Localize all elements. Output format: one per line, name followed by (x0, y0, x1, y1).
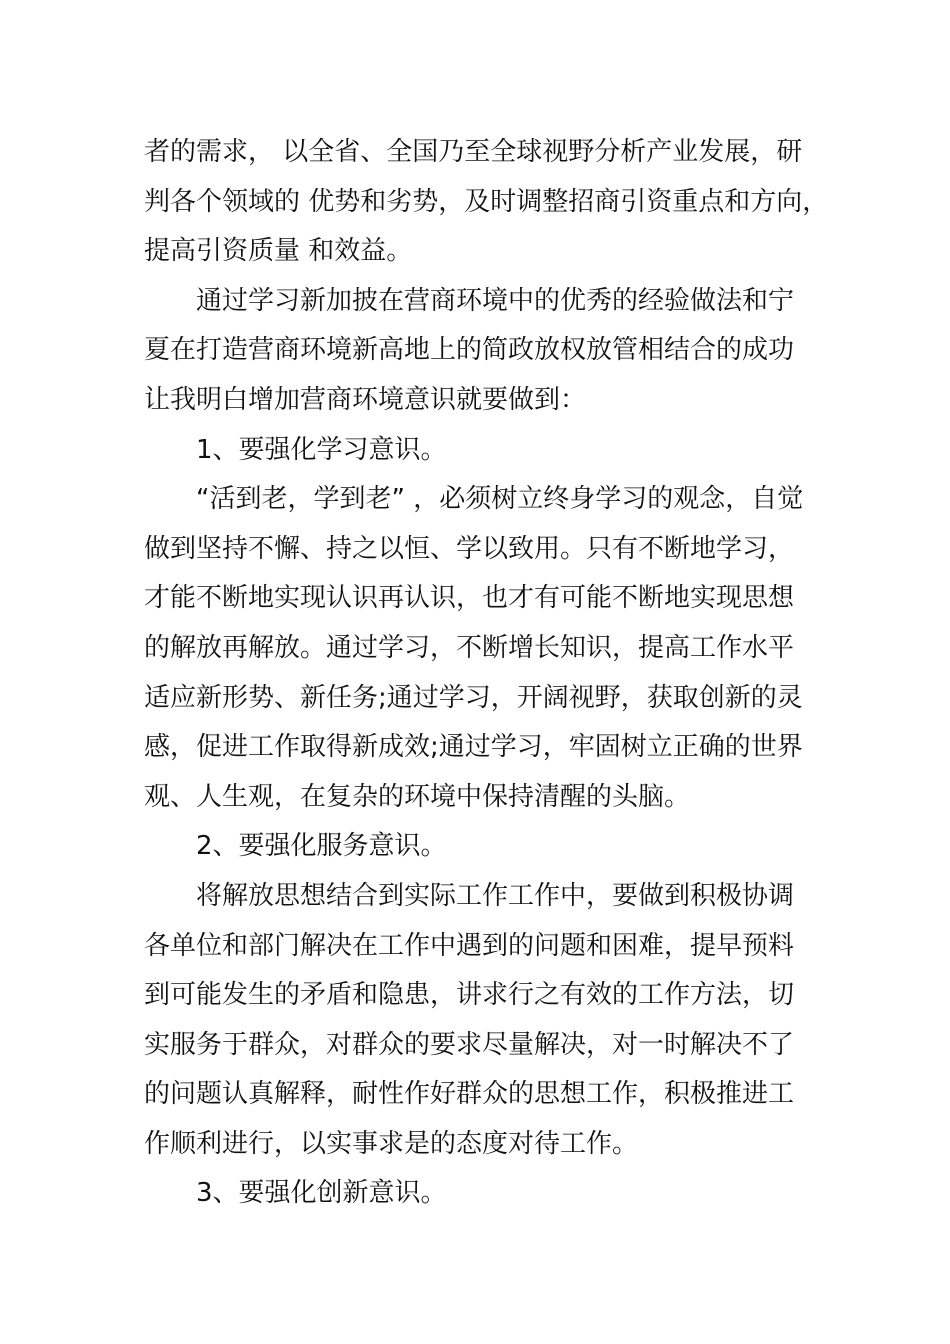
text-line-10: 才能不断地实现认识再认识，也才有可能不断地实现思想 (144, 583, 795, 614)
text-line-21: 作顺利进行，以实事求是的态度对待工作。 (144, 1128, 639, 1159)
section-heading-1: 1、要强化学习意识。 (196, 434, 447, 465)
text-line-19: 实服务于群众，对群众的要求尽量解决，对一时解决不了 (144, 1029, 795, 1060)
text-line-3: 提高引资质量 和效益。 (144, 236, 413, 267)
text-line-14: 观、人生观，在复杂的环境中保持清醒的头脑。 (144, 781, 691, 812)
text-line-20: 的问题认真解释，耐性作好群众的思想工作，积极推进工 (144, 1079, 795, 1110)
text-line-6: 让我明白增加营商环境意识就要做到： (144, 384, 587, 415)
text-line-18: 到可能发生的矛盾和隐患，讲求行之有效的工作方法，切 (144, 980, 795, 1011)
text-line-1: 者的需求， 以全省、全国乃至全球视野分析产业发展，研 (144, 137, 803, 167)
text-line-8: “活到老，学到老” ，必须树立终身学习的观念，自觉 (196, 484, 804, 515)
text-line-13: 感，促进工作取得新成效;通过学习，牢固树立正确的世界 (144, 732, 803, 763)
text-line-2: 判各个领域的 优势和劣势，及时调整招商引资重点和方向， (144, 186, 829, 217)
text-line-5: 夏在打造营商环境新高地上的简政放权放管相结合的成功 (144, 335, 795, 366)
text-line-11: 的解放再解放。通过学习，不断增长知识，提高工作水平 (144, 632, 795, 663)
section-heading-2: 2、要强化服务意识。 (196, 831, 447, 862)
section-heading-3: 3、要强化创新意识。 (196, 1178, 447, 1209)
document-body (144, 128, 830, 1219)
text-line-16: 将解放思想结合到实际工作工作中，要做到积极协调 (196, 880, 795, 911)
text-line-9: 做到坚持不懈、持之以恒、学以致用。只有不断地学习， (144, 533, 795, 564)
text-line-4: 通过学习新加披在营商环境中的优秀的经验做法和宁 (196, 285, 795, 316)
text-line-12: 适应新形势、新任务;通过学习，开阔视野，获取创新的灵 (144, 682, 803, 713)
text-line-17: 各单位和部门解决在工作中遇到的问题和困难，提早预料 (144, 930, 795, 961)
